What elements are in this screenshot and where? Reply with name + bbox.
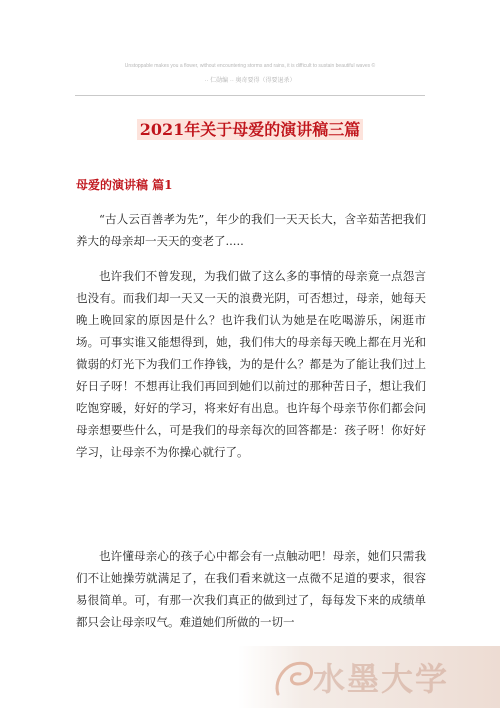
swirl-icon xyxy=(268,654,318,702)
paragraph-3: 也许懂母亲心的孩子心中都会有一点触动吧！母亲，她们只需我们不让她操劳就满足了，在我们看来就这一点微不足道的要求，很容易很简单。可，有那一次我们真正的做到过了，每每发下来的成绩单都只会让母亲叹气。难道她们所做的一切一 xyxy=(76,549,426,629)
document-title xyxy=(0,117,500,140)
paragraph-1: “古人云百善孝为先”，年少的我们一天天长大，含辛茹苦把我们养大的母亲却一天天的变老了..... xyxy=(76,212,426,248)
watermark-text: 水墨大学 xyxy=(313,660,450,698)
header-divider xyxy=(75,95,425,96)
header-subline: ·· 仁勋编 ·· 奥奇要得（得要退杀） xyxy=(204,78,296,84)
paragraph-2: 也许我们不曾发现，为我们做了这么多的事情的母亲竟一点怨言也没有。而我们却一天又一天的浪费光阴，可否想过，母亲，她每天晚上晚回家的原因是什么？也许我们认为她是在吃喝游乐，闲逛市场。可事实谁又能想得到，她，我们伟大的母亲每天晚上都在月光和微弱的灯光下为我们工作挣钱，为的是什么？都是为了能让我们过上好日子呀！不想再让我们再回到她们以前过的那种苦日子，想让我们吃饱穿暖，好好的学习，将来好有出息。也许每个母亲节你们都会问母亲想要些什么，可是我们的母亲每次的回答都是：孩子呀！你好好学习，让母亲不为你操心就行了。 xyxy=(76,269,426,459)
watermark-logo xyxy=(238,646,500,708)
section-heading: 母爱的演讲稿 篇1 xyxy=(76,178,173,192)
header-tagline: Unstoppable makes you a flower, without encountering storms and rains, it is difficult to sustain beautiful waves © xyxy=(124,63,376,69)
document-title-text: 2021年关于母爱的演讲稿三篇 xyxy=(137,119,364,140)
